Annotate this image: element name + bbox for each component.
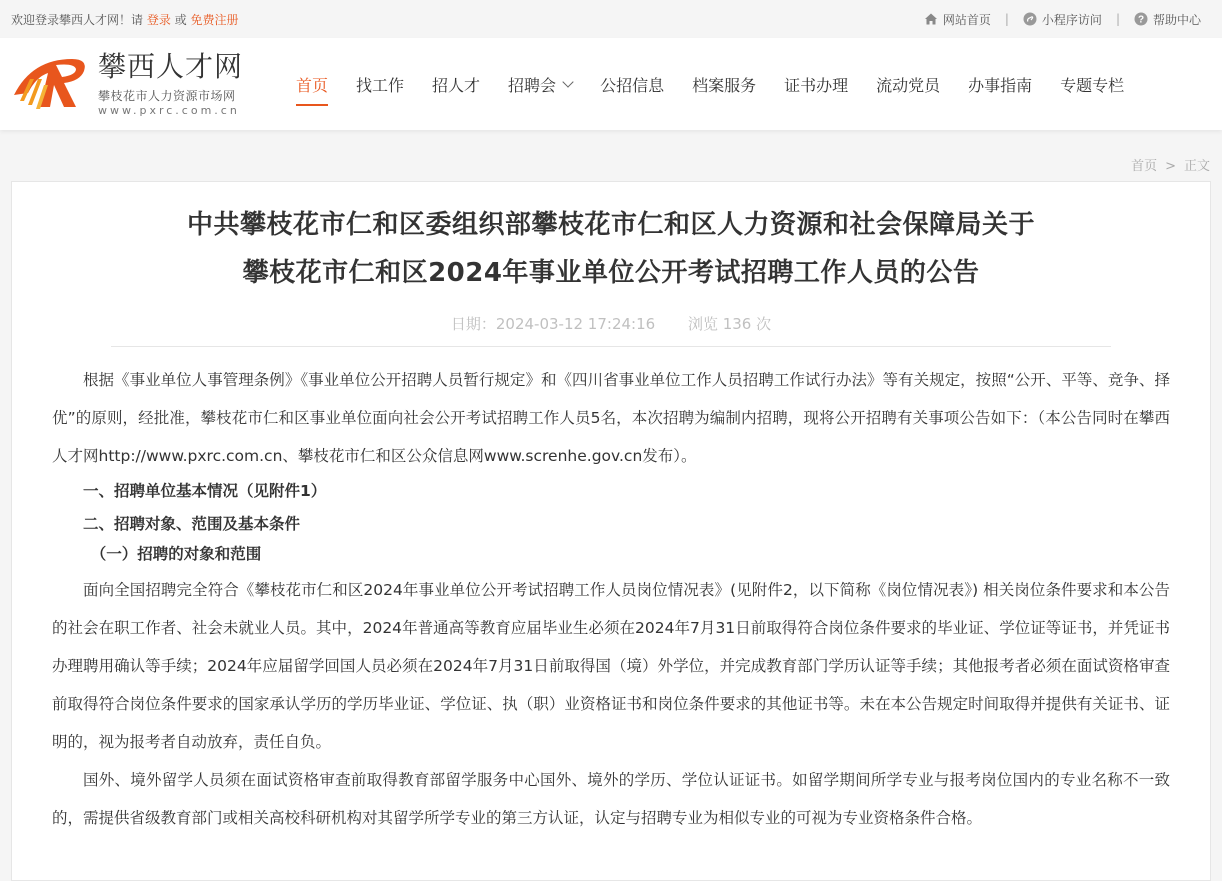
- divider: |: [1115, 12, 1120, 26]
- breadcrumb-home[interactable]: 首页: [1131, 159, 1158, 174]
- nav-archive-service[interactable]: [692, 38, 756, 130]
- logo-subtitle: 攀枝花市人力资源市场网: [98, 89, 236, 103]
- site-header: [0, 38, 1222, 130]
- article-body: [12, 347, 1210, 837]
- chevron-down-icon: [562, 76, 573, 87]
- logo-url: www.pxrc.com.cn: [98, 104, 240, 117]
- welcome-area: [11, 11, 239, 28]
- miniapp-icon: [1023, 12, 1037, 26]
- breadcrumb-separator: >: [1165, 159, 1176, 174]
- paragraph: 国外、境外留学人员须在面试资格审查前取得教育部留学服务中心国外、境外的学历、学位认证证书。如留学期间所学专业与报考岗位国内的专业名称不一致的，需提供省级教育部门或相关高校科研机构对其留学所学专业的第三方认证，认定与招聘专业为相似专业的可视为专业资格条件合格。: [52, 771, 1170, 827]
- logo-title: 攀西人才网: [98, 50, 244, 83]
- site-home-link[interactable]: [924, 11, 991, 28]
- top-links: [924, 11, 1201, 28]
- article-views: 浏览 136 次: [687, 315, 772, 333]
- nav-home-label: 首页: [296, 75, 329, 95]
- register-link[interactable]: 免费注册: [190, 12, 239, 27]
- help-center-link[interactable]: [1134, 11, 1201, 28]
- miniapp-label: 小程序访问: [1041, 12, 1102, 27]
- home-icon: [924, 12, 938, 26]
- article-title-line-1: 中共攀枝花市仁和区委组织部攀枝花市仁和区人力资源和社会保障局关于: [186, 210, 1035, 240]
- nav-certificate-label: 证书办理: [784, 75, 849, 95]
- nav-archive-service-label: 档案服务: [692, 75, 757, 95]
- article-panel: [11, 181, 1211, 881]
- nav-certificate[interactable]: [784, 38, 848, 130]
- divider: |: [1004, 12, 1009, 26]
- article-date: 日期：2024-03-12 17:24:16: [450, 315, 656, 333]
- nav-public-recruitment[interactable]: [600, 38, 664, 130]
- help-icon: [1134, 12, 1148, 26]
- nav-home[interactable]: [296, 38, 328, 130]
- nav-recruit-talent[interactable]: [432, 38, 480, 130]
- logo-text: [98, 51, 243, 117]
- site-logo[interactable]: [0, 49, 296, 119]
- site-home-label: 网站首页: [942, 12, 991, 27]
- article-meta: [12, 313, 1210, 334]
- nav-mobile-party-member-label: 流动党员: [876, 75, 941, 95]
- top-utility-bar: [0, 0, 1222, 38]
- welcome-text: 欢迎登录攀西人才网！请: [11, 12, 144, 27]
- nav-recruit-talent-label: 招人才: [432, 75, 481, 95]
- nav-service-guide-label: 办事指南: [968, 75, 1033, 95]
- breadcrumb-current: 正文: [1183, 159, 1210, 174]
- nav-special-topics[interactable]: [1060, 38, 1124, 130]
- nav-service-guide[interactable]: [968, 38, 1032, 130]
- or-text: 或: [174, 12, 187, 27]
- svg-text:?: ?: [1137, 14, 1145, 26]
- login-link[interactable]: 登录: [146, 12, 171, 27]
- nav-find-job[interactable]: [356, 38, 404, 130]
- logo-mark-icon: [10, 49, 90, 119]
- nav-public-recruitment-label: 公招信息: [600, 75, 665, 95]
- section-heading: 二、招聘对象、范围及基本条件: [83, 515, 301, 533]
- paragraph: 面向全国招聘完全符合《攀枝花市仁和区2024年事业单位公开考试招聘工作人员岗位情况表》(见附件2，以下简称《岗位情况表》) 相关岗位条件要求和本公告的社会在职工作者、社会未就业人员。其中，2024年普通高等教育应届毕业生必须在2024年7月31日前取得符合岗位条件要求的毕业证、学位证等证书，并凭证书办理聘用确认等手续；2024年应届留学回国人员必须在2024年7月31日前取得国（境）外学位，并完成教育部门学历认证等手续；其他报考者必须在面试资格审查前取得符合岗位条件要求的国家承认学历的学历毕业证、学位证、执（职）业资格证书和岗位条件要求的其他证书等。未在本公告规定时间取得并提供有关证书、证明的，视为报考者自动放弃，责任自负。: [52, 581, 1170, 751]
- nav-mobile-party-member[interactable]: [876, 38, 940, 130]
- nav-find-job-label: 找工作: [356, 75, 405, 95]
- nav-special-topics-label: 专题专栏: [1060, 75, 1125, 95]
- help-center-label: 帮助中心: [1152, 12, 1201, 27]
- main-nav: [296, 38, 1152, 130]
- section-heading: 一、招聘单位基本情况（见附件1）: [83, 482, 327, 500]
- subsection-heading: （一）招聘的对象和范围: [90, 545, 262, 563]
- miniapp-link[interactable]: [1023, 11, 1102, 28]
- article-title: [12, 201, 1210, 297]
- paragraph: 根据《事业单位人事管理条例》《事业单位公开招聘人员暂行规定》和《四川省事业单位工作人员招聘工作试行办法》等有关规定，按照“公开、平等、竞争、择优”的原则，经批准，攀枝花市仁和区事业单位面向社会公开考试招聘工作人员5名，本次招聘为编制内招聘，现将公开招聘有关事项公告如下：（本公告同时在攀西人才网http://www.pxrc.com.cn、攀枝花市仁和区公众信息网www.screnhe.gov.cn发布）。: [52, 371, 1170, 465]
- article-title-line-2: 攀枝花市仁和区2024年事业单位公开考试招聘工作人员的公告: [242, 258, 980, 288]
- nav-job-fair-label: 招聘会: [508, 75, 557, 95]
- breadcrumb: [0, 130, 1222, 180]
- nav-job-fair[interactable]: [508, 38, 572, 130]
